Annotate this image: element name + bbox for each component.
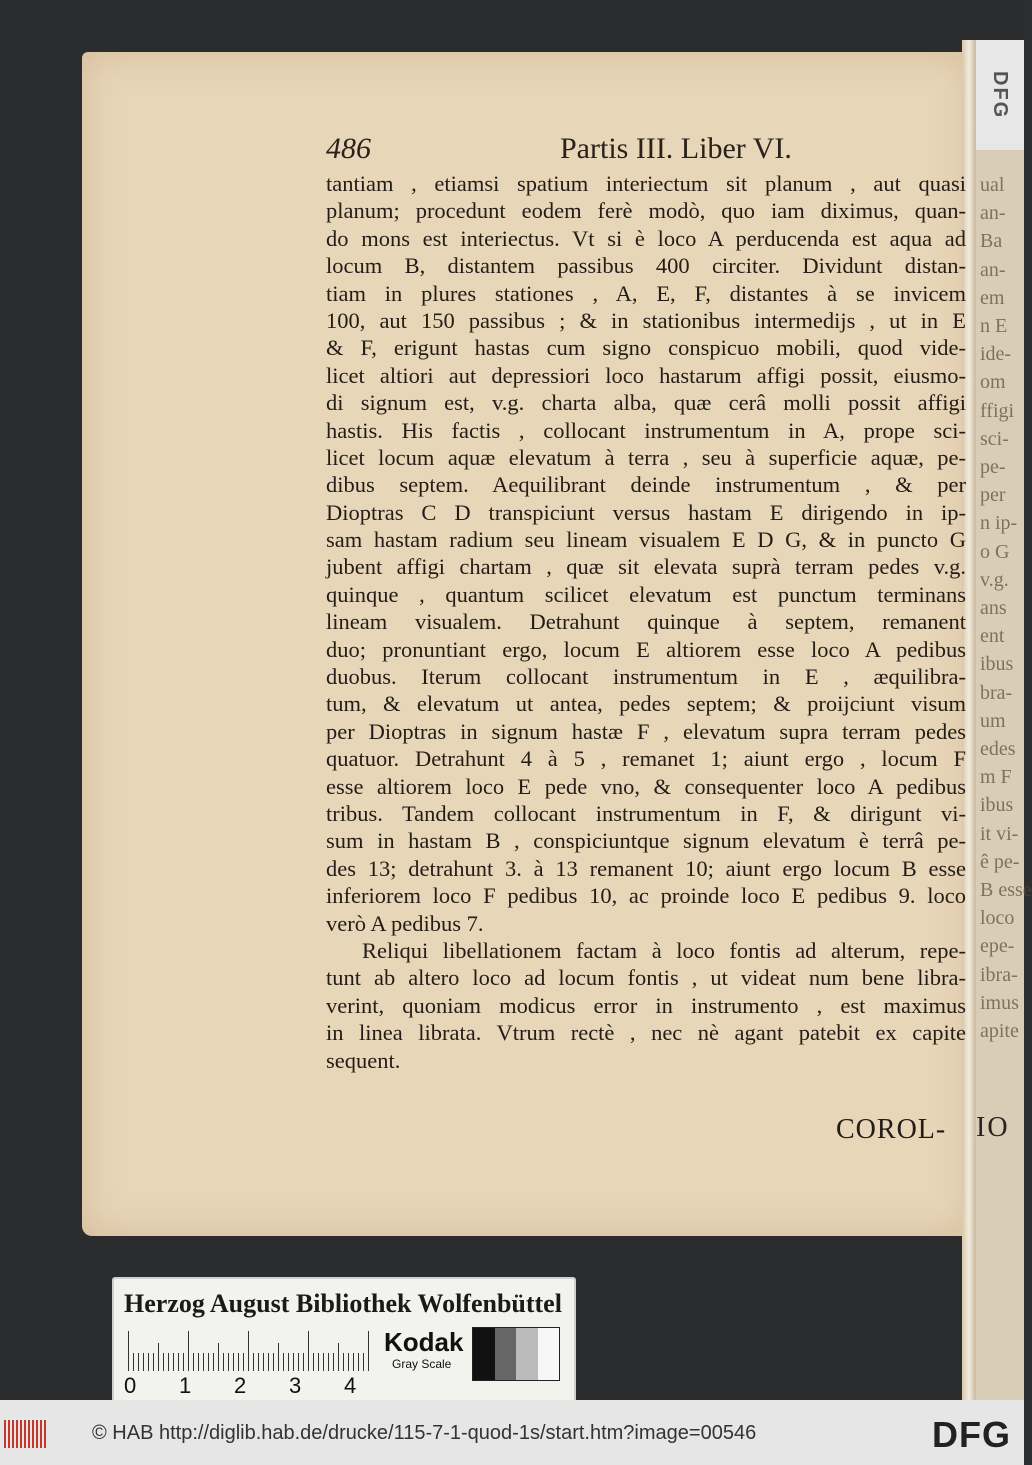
ruler-tick [173,1353,174,1371]
ruler-tick [288,1353,289,1371]
text-line: in linea librata. Vtrum rectè , nec nè agant patebit ex capite [326,1020,966,1046]
ruler-tick [283,1353,284,1371]
facing-text-fragment: ffigi [980,399,1015,422]
ruler-tick [363,1353,364,1371]
text-line: licet locum aquæ elevatum à terra , seu à superficie aquæ, pe- [326,444,966,470]
facing-text-fragment: Ba [980,230,1003,253]
facing-text-fragment: per [980,484,1006,507]
ruler-tick [293,1353,294,1371]
facing-text-fragment: n ip- [980,512,1018,535]
facing-text-fragment: it vi- [980,822,1019,845]
facing-text-fragment: sci- [980,427,1009,450]
text-line: 100, aut 150 passibus ; & in stationibus intermedijs , ut in E [326,307,966,333]
ruler-tick [133,1353,134,1371]
gray-patch-black [473,1328,495,1380]
text-line: & F, erigunt hastas cum signo conspicuo mobili, quod vide- [326,335,966,361]
ruler-tick [253,1353,254,1371]
ruler-tick [328,1353,329,1371]
text-line: quinque , quantum scilicet elevatum est punctum terminans [326,581,966,607]
ruler-tick [178,1353,179,1371]
text-line: sum in hastam B , conspiciuntque signum elevatum è terrâ pe- [326,828,966,854]
facing-text-fragment: ide- [980,343,1012,366]
dfg-logo: DFG [932,1414,1011,1455]
ruler-tick [188,1331,189,1371]
text-line: tantiam , etiamsi spatium interiectum sit planum , aut quasi [326,171,966,196]
facing-text-fragment: an- [980,258,1006,281]
ruler-number: 1 [179,1373,192,1398]
text-line: per Dioptras in signum hastæ F , elevatum supra terram pedes [326,718,966,744]
facing-text-fragment: ibus [980,794,1014,817]
ruler-tick [238,1353,239,1371]
ruler-tick [338,1343,339,1371]
page-number: 486 [326,132,371,165]
text-line: di signum est, v.g. charta alba, quæ cerâ molli possit affigi [326,390,966,416]
ruler-tick [368,1331,369,1371]
facing-text-fragment: loco [980,907,1015,930]
text-line: locum B, distantem passibus 400 circiter. Dividunt distan- [326,253,966,279]
text-line: esse altiorem loco E pede vno, & consequenter loco A pedibus [326,773,966,799]
kodak-logo: Kodak [384,1327,464,1357]
ruler-number: 0 [124,1373,137,1398]
ruler-tick [258,1353,259,1371]
ruler-tick [183,1353,184,1371]
ruler-tick [278,1343,279,1371]
text-line: verò A pedibus 7. [326,910,484,936]
hab-barcode-icon [4,1420,48,1448]
text-line: Reliqui libellationem factam à loco fontis ad alterum, repe- [362,937,966,963]
ruler-tick [323,1353,324,1371]
text-line: licet altiori aut depressiori loco hastarum affigi possit, eiusmo- [326,362,966,388]
ruler-number: 4 [344,1373,357,1398]
ruler-tick [193,1353,194,1371]
ruler-tick [248,1331,249,1371]
facing-catchword: IO [976,1112,1010,1143]
ruler-tick [313,1353,314,1371]
ruler-tick [298,1353,299,1371]
running-head: Partis III. Liber VI. [560,132,792,165]
ruler-tick [303,1353,304,1371]
text-line: sam hastam radium seu lineam visualem E D G, & in puncto G [326,527,966,553]
source-url[interactable]: © HAB http://diglib.hab.de/drucke/115-7-1-quod-1s/start.htm?image=00546 [92,1422,757,1444]
facing-text-fragment: pe- [980,456,1006,478]
facing-text-fragment: om [980,371,1006,394]
text-line: des 13; detrahunt 3. à 13 remanent 10; aiunt ergo locum B esse [326,855,966,881]
facing-text-fragment: v.g. [980,568,1009,591]
ruler-tick [153,1353,154,1371]
ruler-tick [353,1353,354,1371]
text-line: tum, & elevatum ut antea, pedes septem; & proijciunt visum [326,691,966,717]
library-color-card [112,1277,576,1406]
facing-text-fragment: apite [980,1020,1019,1042]
text-line: quatuor. Detrahunt 4 à 5 , remanet 1; aiunt ergo , locum F [326,746,966,772]
dfg-tab[interactable]: DFG [976,40,1024,150]
ruler-tick [218,1343,219,1371]
catchword: COROL- [836,1114,947,1145]
text-line: do mons est interiectus. Vt si è loco A perducenda est aqua ad [326,225,966,251]
facing-text-fragment: n E [980,315,1008,337]
body-text [326,170,966,1074]
ruler-tick [213,1353,214,1371]
text-line: lineam visualem. Detrahunt quinque à septem, remanent [326,609,966,635]
text-line: duobus. Iterum collocant instrumentum in E , æquilibra- [326,664,966,690]
ruler-tick [143,1353,144,1371]
facing-text-fragment: ê pe- [980,850,1020,873]
ruler-tick [158,1343,159,1371]
ruler-tick [333,1353,334,1371]
text-line: duo; pronuntiant ergo, locum E altiorem esse loco A pedibus [326,636,966,662]
ruler-tick [263,1353,264,1371]
ruler-tick [318,1353,319,1371]
facing-text-fragment: em [980,286,1005,309]
facing-page-edge [976,40,1032,1400]
ruler-tick [358,1353,359,1371]
scale-ruler [128,1331,368,1371]
ruler-tick [163,1353,164,1371]
facing-text-fragment: an- [980,202,1006,225]
ruler-tick [138,1353,139,1371]
facing-text-fragment: ibra- [980,963,1018,986]
facing-text-fragment: ent [980,625,1005,648]
ruler-number: 3 [289,1373,302,1398]
ruler-tick [273,1353,274,1371]
text-line: hastis. His factis , collocant instrumentum in A, prope sci- [326,417,966,443]
ruler-tick [308,1331,309,1371]
text-line: verint, quoniam modicus error in instrumento , est maximus [326,992,966,1018]
facing-text-fragment: um [980,709,1006,732]
text-line: planum; procedunt eodem ferè modò, quo iam diximus, quan- [326,198,966,224]
facing-text-fragment: bra- [980,681,1013,704]
gray-patch-light [516,1328,538,1380]
page-header [326,132,966,172]
gray-patch-white [538,1328,560,1380]
gray-scale-label: Gray Scale [392,1357,452,1371]
text-line: inferiorem loco F pedibus 10, ac proinde loco E pedibus 9. loco [326,883,966,909]
facing-text-fragment: epe- [980,935,1015,958]
text-line: dibus septem. Aequilibrant deinde instrumentum , & per [326,472,966,498]
facing-text-fragment: o G [980,540,1010,563]
facing-text-fragment: edes [980,738,1016,760]
ruler-tick [208,1353,209,1371]
facing-text-fragment: ans [980,597,1007,619]
ruler-tick [128,1331,129,1371]
ruler-tick [203,1353,204,1371]
ruler-tick [198,1353,199,1371]
text-line: tunt ab altero loco ad locum fontis , ut videat num bene libra- [326,965,966,991]
gray-patch-dark [495,1328,517,1380]
text-line: jubent affigi chartam , quæ sit elevata suprà terram pedes v.g. [326,554,966,580]
facing-text-fragment: ual [980,174,1005,196]
ruler-tick [343,1353,344,1371]
facing-text-fragment: m F [980,766,1012,789]
text-line: Dioptras C D transpiciunt versus hastam E dirigendo in ip- [326,499,966,525]
ruler-tick [148,1353,149,1371]
ruler-tick [348,1353,349,1371]
ruler-tick [228,1353,229,1371]
text-line: sequent. [326,1047,401,1073]
ruler-tick [243,1353,244,1371]
viewer-footer [0,1400,1024,1465]
library-name: Herzog August Bibliothek Wolfenbüttel [124,1289,562,1318]
facing-text-fragment: imus [980,991,1019,1014]
ruler-tick [268,1353,269,1371]
text-line: tiam in plures stationes , A, E, F, distantes à se invicem [326,280,966,306]
ruler-tick [168,1353,169,1371]
text-line: tribus. Tandem collocant instrumentum in F, & dirigunt vi- [326,800,966,826]
ruler-number: 2 [234,1373,247,1398]
gray-scale-patches [472,1327,560,1381]
ruler-tick [233,1353,234,1371]
facing-text-fragment: B esse [980,879,1032,901]
facing-text-fragment: ibus [980,653,1014,676]
ruler-tick [223,1353,224,1371]
